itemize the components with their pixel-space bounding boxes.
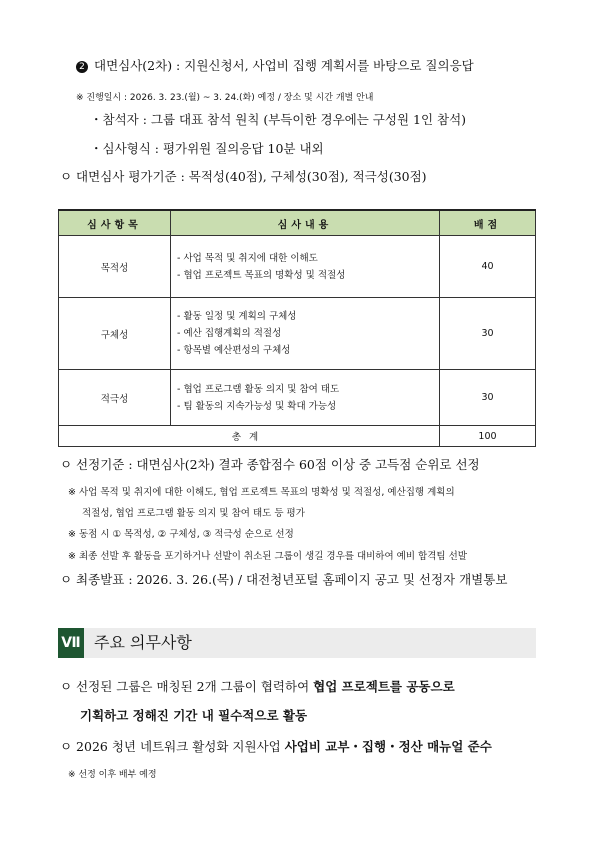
item2-sub-format: ・심사형식 : 평가위원 질의응답 10분 내외: [90, 141, 324, 156]
evaluation-table: [58, 209, 536, 447]
total-score: 100: [440, 426, 536, 447]
table-total-row: [59, 426, 536, 447]
row-score: 40: [440, 236, 536, 298]
row-category: 목적성: [59, 236, 171, 298]
row-category: 구체성: [59, 298, 171, 370]
selection-note-3: ※ 최종 선발 후 활동을 포기하거나 선발이 취소된 그룹이 생길 경우를 대비하여 예비 합격팀 선발: [68, 551, 467, 562]
row-content: [171, 370, 440, 426]
item2-sub-attendee: ・참석자 : 그룹 대표 참석 원칙 (부득이한 경우에는 구성원 1인 참석): [90, 112, 467, 127]
duty-1-emphasis-cont: 기획하고 정해진 기간 내 필수적으로 활동: [80, 708, 308, 723]
row-category: 적극성: [59, 370, 171, 426]
duty-2-emphasis: 사업비 교부・집행・정산 매뉴얼 준수: [284, 739, 492, 754]
item2-line: [76, 56, 474, 74]
final-announcement-line: ㅇ 최종발표 : 2026. 3. 26.(목) / 대전청년포털 홈페이지 공고 및 선정자 개별통보: [60, 572, 508, 587]
duty-1-text: ㅇ 선정된 그룹은 매칭된 2개 그룹이 협력하여: [60, 679, 314, 694]
section-number: Ⅶ: [58, 628, 84, 658]
duty-2-line: [60, 737, 492, 755]
item2-note: ※ 진행일시 : 2026. 3. 23.(월) ~ 3. 24.(화) 예정 / 장소 및 시간 개별 안내: [76, 93, 374, 103]
row-content-item: - 팀 활동의 지속가능성 및 확대 가능성: [177, 400, 337, 412]
header-content: 심사내용: [171, 210, 440, 236]
selection-note-2: ※ 동점 시 ① 목적성, ② 구체성, ③ 적극성 순으로 선정: [68, 529, 294, 540]
duty-2-note: ※ 선정 이후 배부 예정: [68, 770, 157, 780]
selection-criteria-line: ㅇ 선정기준 : 대면심사(2차) 결과 종합점수 60점 이상 중 고득점 순위로 선정: [60, 457, 480, 472]
duty-1-line: [60, 677, 455, 695]
selection-note-1-cont: 적절성, 협업 프로그램 활동 의지 및 참여 태도 등 평가: [82, 508, 305, 519]
evaluation-criteria-line: ㅇ 대면심사 평가기준 : 목적성(40점), 구체성(30점), 적극성(30점): [60, 169, 427, 184]
row-content-item: - 활동 일정 및 계획의 구체성: [177, 311, 297, 322]
table-row: [59, 370, 536, 426]
duty-1-emphasis: 협업 프로젝트를 공동으로: [313, 679, 455, 694]
row-score: 30: [440, 298, 536, 370]
selection-note-1: ※ 사업 목적 및 취지에 대한 이해도, 협업 프로젝트 목표의 명확성 및 적절성, 예산집행 계획의: [68, 487, 455, 498]
table-row: [59, 236, 536, 298]
row-content: [171, 236, 440, 298]
row-content-item: - 사업 목적 및 취지에 대한 이해도: [177, 252, 318, 264]
row-score: 30: [440, 370, 536, 426]
header-score: 배점: [440, 210, 536, 236]
item2-text: 대면심사(2차) : 지원신청서, 사업비 집행 계획서를 바탕으로 질의응답: [94, 58, 474, 73]
total-label: 총계: [59, 426, 440, 447]
row-content-item: - 협업 프로그램 활동 의지 및 참여 태도: [177, 383, 340, 395]
section-header: [58, 628, 536, 658]
row-content-item: - 예산 집행계획의 적절성: [177, 328, 282, 339]
duty-2-text: ㅇ 2026 청년 네트워크 활성화 지원사업: [60, 739, 285, 754]
section-title: 주요 의무사항: [94, 633, 192, 652]
header-category: 심사항목: [59, 210, 171, 236]
row-content-item: - 항목별 예산편성의 구체성: [177, 345, 291, 356]
row-content-item: - 협업 프로젝트 목표의 명확성 및 적절성: [177, 269, 346, 281]
table-row: [59, 298, 536, 370]
table-header-row: [59, 210, 536, 236]
circled-number-icon: 2: [76, 61, 88, 73]
row-content: [171, 298, 440, 370]
